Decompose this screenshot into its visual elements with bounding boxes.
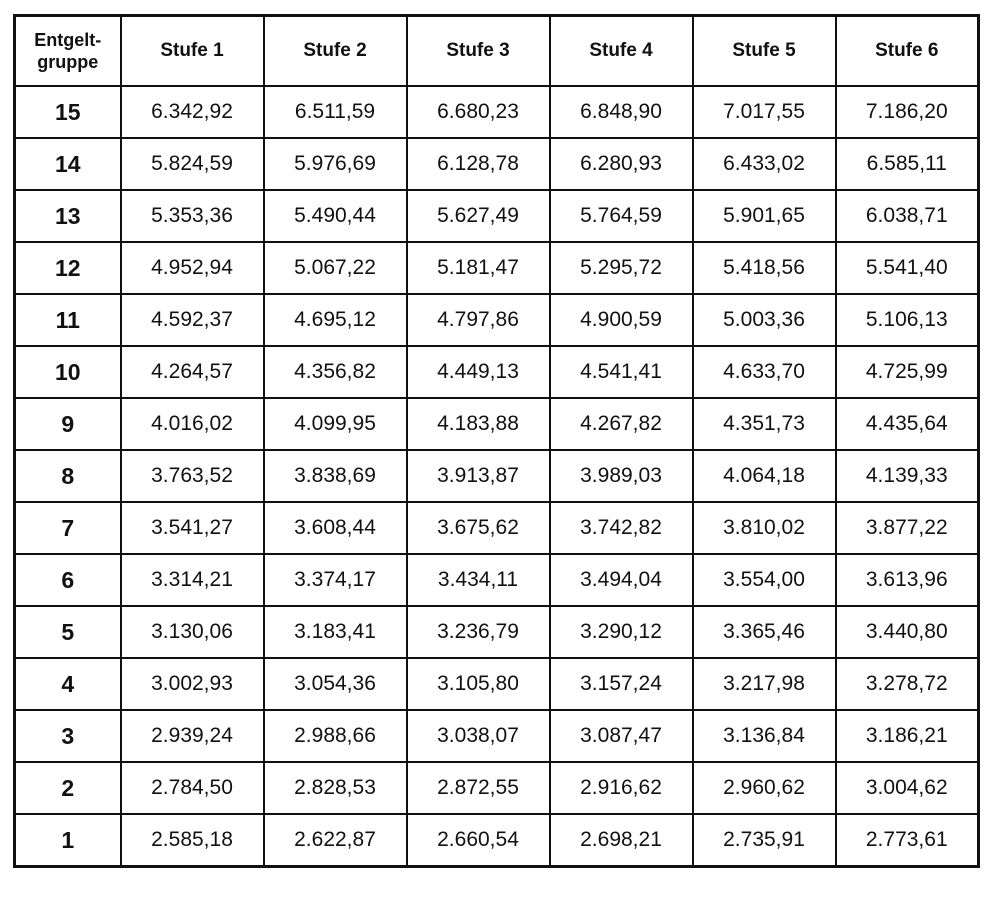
salary-value-cell: 4.267,82 (550, 398, 693, 450)
table-row (15, 294, 979, 346)
table-row (15, 554, 979, 606)
salary-value-cell: 3.002,93 (121, 658, 264, 710)
salary-value-cell: 3.290,12 (550, 606, 693, 658)
salary-value-cell: 3.838,69 (264, 450, 407, 502)
entgeltgruppe-cell: 3 (15, 710, 121, 762)
salary-value-cell: 3.054,36 (264, 658, 407, 710)
entgeltgruppe-cell: 1 (15, 814, 121, 867)
salary-value-cell: 4.435,64 (836, 398, 979, 450)
table-row (15, 242, 979, 294)
salary-value-cell: 4.183,88 (407, 398, 550, 450)
table-row (15, 658, 979, 710)
entgeltgruppe-cell: 6 (15, 554, 121, 606)
salary-value-cell: 4.695,12 (264, 294, 407, 346)
salary-value-cell: 5.901,65 (693, 190, 836, 242)
table-row (15, 86, 979, 138)
salary-value-cell: 3.365,46 (693, 606, 836, 658)
salary-value-cell: 6.342,92 (121, 86, 264, 138)
salary-value-cell: 2.698,21 (550, 814, 693, 867)
table-row (15, 398, 979, 450)
table-row (15, 502, 979, 554)
salary-value-cell: 5.003,36 (693, 294, 836, 346)
salary-value-cell: 4.592,37 (121, 294, 264, 346)
salary-value-cell: 3.541,27 (121, 502, 264, 554)
salary-value-cell: 3.440,80 (836, 606, 979, 658)
entgeltgruppe-cell: 8 (15, 450, 121, 502)
salary-value-cell: 2.988,66 (264, 710, 407, 762)
table-header (15, 16, 979, 87)
salary-value-cell: 4.351,73 (693, 398, 836, 450)
stufe-header: Stufe 3 (407, 16, 550, 87)
salary-value-cell: 3.314,21 (121, 554, 264, 606)
salary-value-cell: 3.742,82 (550, 502, 693, 554)
salary-value-cell: 2.960,62 (693, 762, 836, 814)
salary-value-cell: 6.680,23 (407, 86, 550, 138)
salary-value-cell: 6.038,71 (836, 190, 979, 242)
entgeltgruppe-header (15, 16, 121, 87)
salary-value-cell: 5.181,47 (407, 242, 550, 294)
salary-value-cell: 3.989,03 (550, 450, 693, 502)
stufe-header: Stufe 1 (121, 16, 264, 87)
salary-value-cell: 3.087,47 (550, 710, 693, 762)
salary-value-cell: 5.824,59 (121, 138, 264, 190)
salary-value-cell: 3.038,07 (407, 710, 550, 762)
entgeltgruppe-cell: 5 (15, 606, 121, 658)
salary-value-cell: 4.139,33 (836, 450, 979, 502)
stufe-header: Stufe 6 (836, 16, 979, 87)
entgeltgruppe-cell: 15 (15, 86, 121, 138)
table-row (15, 606, 979, 658)
salary-table (13, 14, 980, 868)
salary-value-cell: 3.004,62 (836, 762, 979, 814)
salary-value-cell: 3.278,72 (836, 658, 979, 710)
stufe-header: Stufe 2 (264, 16, 407, 87)
salary-value-cell: 4.449,13 (407, 346, 550, 398)
salary-value-cell: 4.900,59 (550, 294, 693, 346)
stufe-header: Stufe 4 (550, 16, 693, 87)
entgeltgruppe-cell: 14 (15, 138, 121, 190)
table-row (15, 762, 979, 814)
salary-value-cell: 4.356,82 (264, 346, 407, 398)
salary-value-cell: 6.585,11 (836, 138, 979, 190)
salary-value-cell: 4.797,86 (407, 294, 550, 346)
salary-value-cell: 3.374,17 (264, 554, 407, 606)
salary-value-cell: 2.916,62 (550, 762, 693, 814)
table-row (15, 190, 979, 242)
salary-value-cell: 5.490,44 (264, 190, 407, 242)
entgeltgruppe-cell: 9 (15, 398, 121, 450)
salary-value-cell: 2.939,24 (121, 710, 264, 762)
salary-value-cell: 2.660,54 (407, 814, 550, 867)
salary-value-cell: 6.433,02 (693, 138, 836, 190)
salary-value-cell: 2.784,50 (121, 762, 264, 814)
stufe-header: Stufe 5 (693, 16, 836, 87)
salary-value-cell: 3.608,44 (264, 502, 407, 554)
salary-value-cell: 2.585,18 (121, 814, 264, 867)
salary-value-cell: 3.494,04 (550, 554, 693, 606)
salary-value-cell: 6.128,78 (407, 138, 550, 190)
table-row (15, 346, 979, 398)
salary-value-cell: 4.264,57 (121, 346, 264, 398)
salary-value-cell: 2.735,91 (693, 814, 836, 867)
entgeltgruppe-cell: 2 (15, 762, 121, 814)
salary-value-cell: 4.952,94 (121, 242, 264, 294)
salary-value-cell: 4.633,70 (693, 346, 836, 398)
salary-value-cell: 5.541,40 (836, 242, 979, 294)
salary-value-cell: 3.675,62 (407, 502, 550, 554)
table-row (15, 710, 979, 762)
salary-value-cell: 6.280,93 (550, 138, 693, 190)
salary-value-cell: 5.295,72 (550, 242, 693, 294)
salary-value-cell: 2.872,55 (407, 762, 550, 814)
entgeltgruppe-cell: 12 (15, 242, 121, 294)
table-row (15, 138, 979, 190)
salary-value-cell: 6.511,59 (264, 86, 407, 138)
salary-value-cell: 5.067,22 (264, 242, 407, 294)
entgeltgruppe-cell: 7 (15, 502, 121, 554)
table-body (15, 86, 979, 867)
salary-value-cell: 3.105,80 (407, 658, 550, 710)
salary-value-cell: 2.773,61 (836, 814, 979, 867)
salary-value-cell: 2.622,87 (264, 814, 407, 867)
salary-value-cell: 3.877,22 (836, 502, 979, 554)
salary-value-cell: 3.130,06 (121, 606, 264, 658)
salary-value-cell: 5.106,13 (836, 294, 979, 346)
salary-value-cell: 5.627,49 (407, 190, 550, 242)
entgeltgruppe-cell: 13 (15, 190, 121, 242)
salary-value-cell: 6.848,90 (550, 86, 693, 138)
salary-value-cell: 5.418,56 (693, 242, 836, 294)
salary-value-cell: 4.541,41 (550, 346, 693, 398)
entgeltgruppe-header-line1: Entgelt- (34, 30, 102, 50)
salary-value-cell: 3.183,41 (264, 606, 407, 658)
table-row (15, 814, 979, 867)
entgeltgruppe-header-line2: gruppe (37, 52, 99, 72)
salary-value-cell: 2.828,53 (264, 762, 407, 814)
entgeltgruppe-cell: 10 (15, 346, 121, 398)
salary-value-cell: 3.613,96 (836, 554, 979, 606)
salary-value-cell: 3.810,02 (693, 502, 836, 554)
salary-value-cell: 4.725,99 (836, 346, 979, 398)
salary-value-cell: 3.217,98 (693, 658, 836, 710)
salary-value-cell: 3.434,11 (407, 554, 550, 606)
entgeltgruppe-cell: 4 (15, 658, 121, 710)
salary-value-cell: 4.016,02 (121, 398, 264, 450)
salary-value-cell: 4.099,95 (264, 398, 407, 450)
header-row (15, 16, 979, 87)
salary-value-cell: 7.017,55 (693, 86, 836, 138)
salary-value-cell: 5.976,69 (264, 138, 407, 190)
salary-value-cell: 3.136,84 (693, 710, 836, 762)
salary-value-cell: 4.064,18 (693, 450, 836, 502)
salary-value-cell: 3.763,52 (121, 450, 264, 502)
salary-value-cell: 3.236,79 (407, 606, 550, 658)
table-row (15, 450, 979, 502)
salary-value-cell: 5.764,59 (550, 190, 693, 242)
entgeltgruppe-cell: 11 (15, 294, 121, 346)
salary-value-cell: 3.913,87 (407, 450, 550, 502)
salary-value-cell: 5.353,36 (121, 190, 264, 242)
salary-value-cell: 3.157,24 (550, 658, 693, 710)
salary-value-cell: 7.186,20 (836, 86, 979, 138)
salary-value-cell: 3.554,00 (693, 554, 836, 606)
salary-value-cell: 3.186,21 (836, 710, 979, 762)
